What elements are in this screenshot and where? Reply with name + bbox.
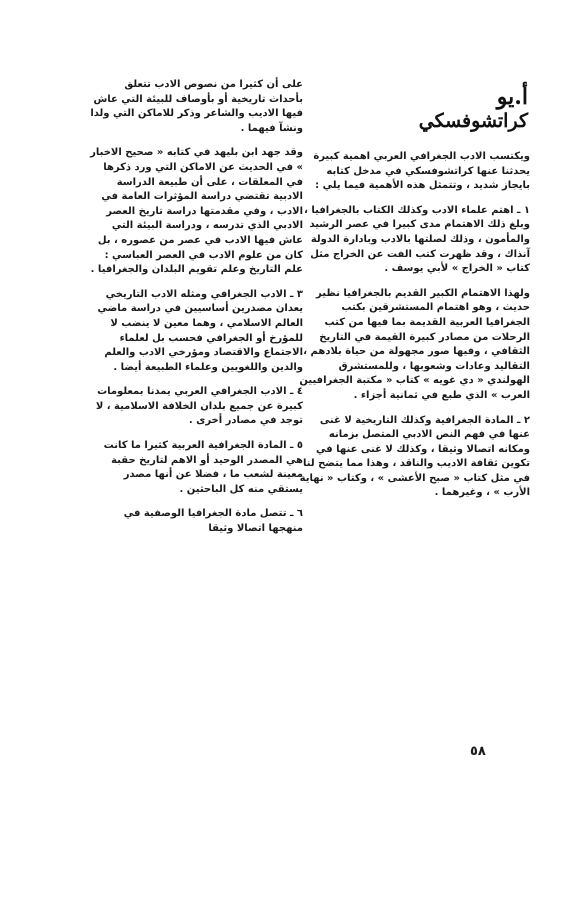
- article-heading: [300, 84, 528, 132]
- author-initials: أ.يو: [496, 84, 528, 110]
- paragraph: ٦ ـ تتصل مادة الجغرافيا الوصفية في منهجها اتصالا وثيقا: [123, 508, 303, 535]
- right-column: [296, 150, 530, 511]
- paragraph: ٤ ـ الادب الجغرافي العربي يمدنا بمعلومات كبيرة عن جميع بلدان الخلافة الاسلامية ، لا توجد في مصادر أخرى .: [95, 386, 303, 427]
- paragraph: على أن كثيرا من نصوص الادب تتعلق بأحداث تاريخية أو بأوصاف للبيئة التي عاش فيها الاديب والشاعر وذكر للاماكن التي ولدا ونشآ فيهما .: [90, 79, 303, 134]
- paragraph: ٣ ـ الادب الجغرافي ومثله الادب التاريخي يعدان مصدرين أساسيين في دراسة ماضي العالم الاسلامي ، وهما معين لا ينضب لا للمؤرخ أو الجغرافي فحسب بل لعلماء الاجتماع والاقتصاد ومؤرخي الادب والعلم والدين واللغويين وعلماء الطبيعة أيضا .: [97, 288, 303, 373]
- paragraph: ولهذا الاهتمام الكبير القديم بالجغرافيا نظير حديث ، وهو اهتمام المستشرقين بكتب الجغرافيا العربية القديمة بما فيها من كتب الرحلات من مصادر كبيرة القيمة في التاريخ الثقافي ، وفيها صور مجهولة من حياة بلادهم ، التقاليد وعادات وشعوبها ، وللمستشرق الهولندي « دي غويه » كتاب « مكتبة الجغرافيين العرب » الذي طبع في ثمانية أجزاء .: [299, 287, 530, 401]
- paragraph: ٥ ـ المادة الجغرافية العربية كثيرا ما كانت هي المصدر الوحيد أو الاهم لتاريخ حقبة معينة لشعب ما ، فضلا عن أنها مصدر يستقي منه كل الباحثين .: [103, 440, 303, 495]
- paragraph: ويكتسب الادب الجغرافي العربي اهمية كبيرة يحدثنا عنها كراتشوفسكي في مدخل كتابه بايجاز شديد ، وتتمثل هذه الأهمية فيما يلي :: [313, 151, 530, 192]
- left-column: [88, 78, 303, 547]
- paragraph: ٢ ـ المادة الجغرافية وكذلك التاريخية لا غنى عنها في فهم النص الادبي المتصل بزمانه ومكانه اتصالا وثيقا ، وكذلك لا غنى عنها في تكوين ثقافة الاديب والناقد ، وهذا مما يتضح لنا في مثل كتاب « صبح الأعشى » ، وكتاب « نهاية الأرب » ، وغيرهما .: [299, 414, 530, 499]
- paragraph: ١ ـ اهتم علماء الادب وكذلك الكتاب بالجغرافيا ، وبلغ ذلك الاهتمام مدى كبيرا في عصر الرشيد والمأمون ، وذلك لصلتها بالادب وبادارة الدولة آنذاك ، وقد ظهرت كتب الفت عن الخراج مثل كتاب « الخراج » لأبي يوسف .: [304, 204, 530, 275]
- author-name: كراتشوفسكي: [418, 110, 528, 132]
- page-number: ٥٨: [470, 744, 486, 759]
- paragraph: وقد جهد ابن بليهد في كتابه « صحيح الاخبار » في الحديث عن الاماكن التي ورد ذكرها في المعلقات ، على أن طبيعة الدراسة الادبية تقتضي دراسة المؤثرات العامة في الادب ، وفي مقدمتها دراسة تاريخ العصر الادبي الذي تدرسه ، ودراسة البيئة التي عاش فيها الادب في عصر من عصوره ، بل كان من علوم الادب في العصر العباسي : علم التاريخ وعلم تقويم البلدان والجغرافيا .: [90, 147, 303, 276]
